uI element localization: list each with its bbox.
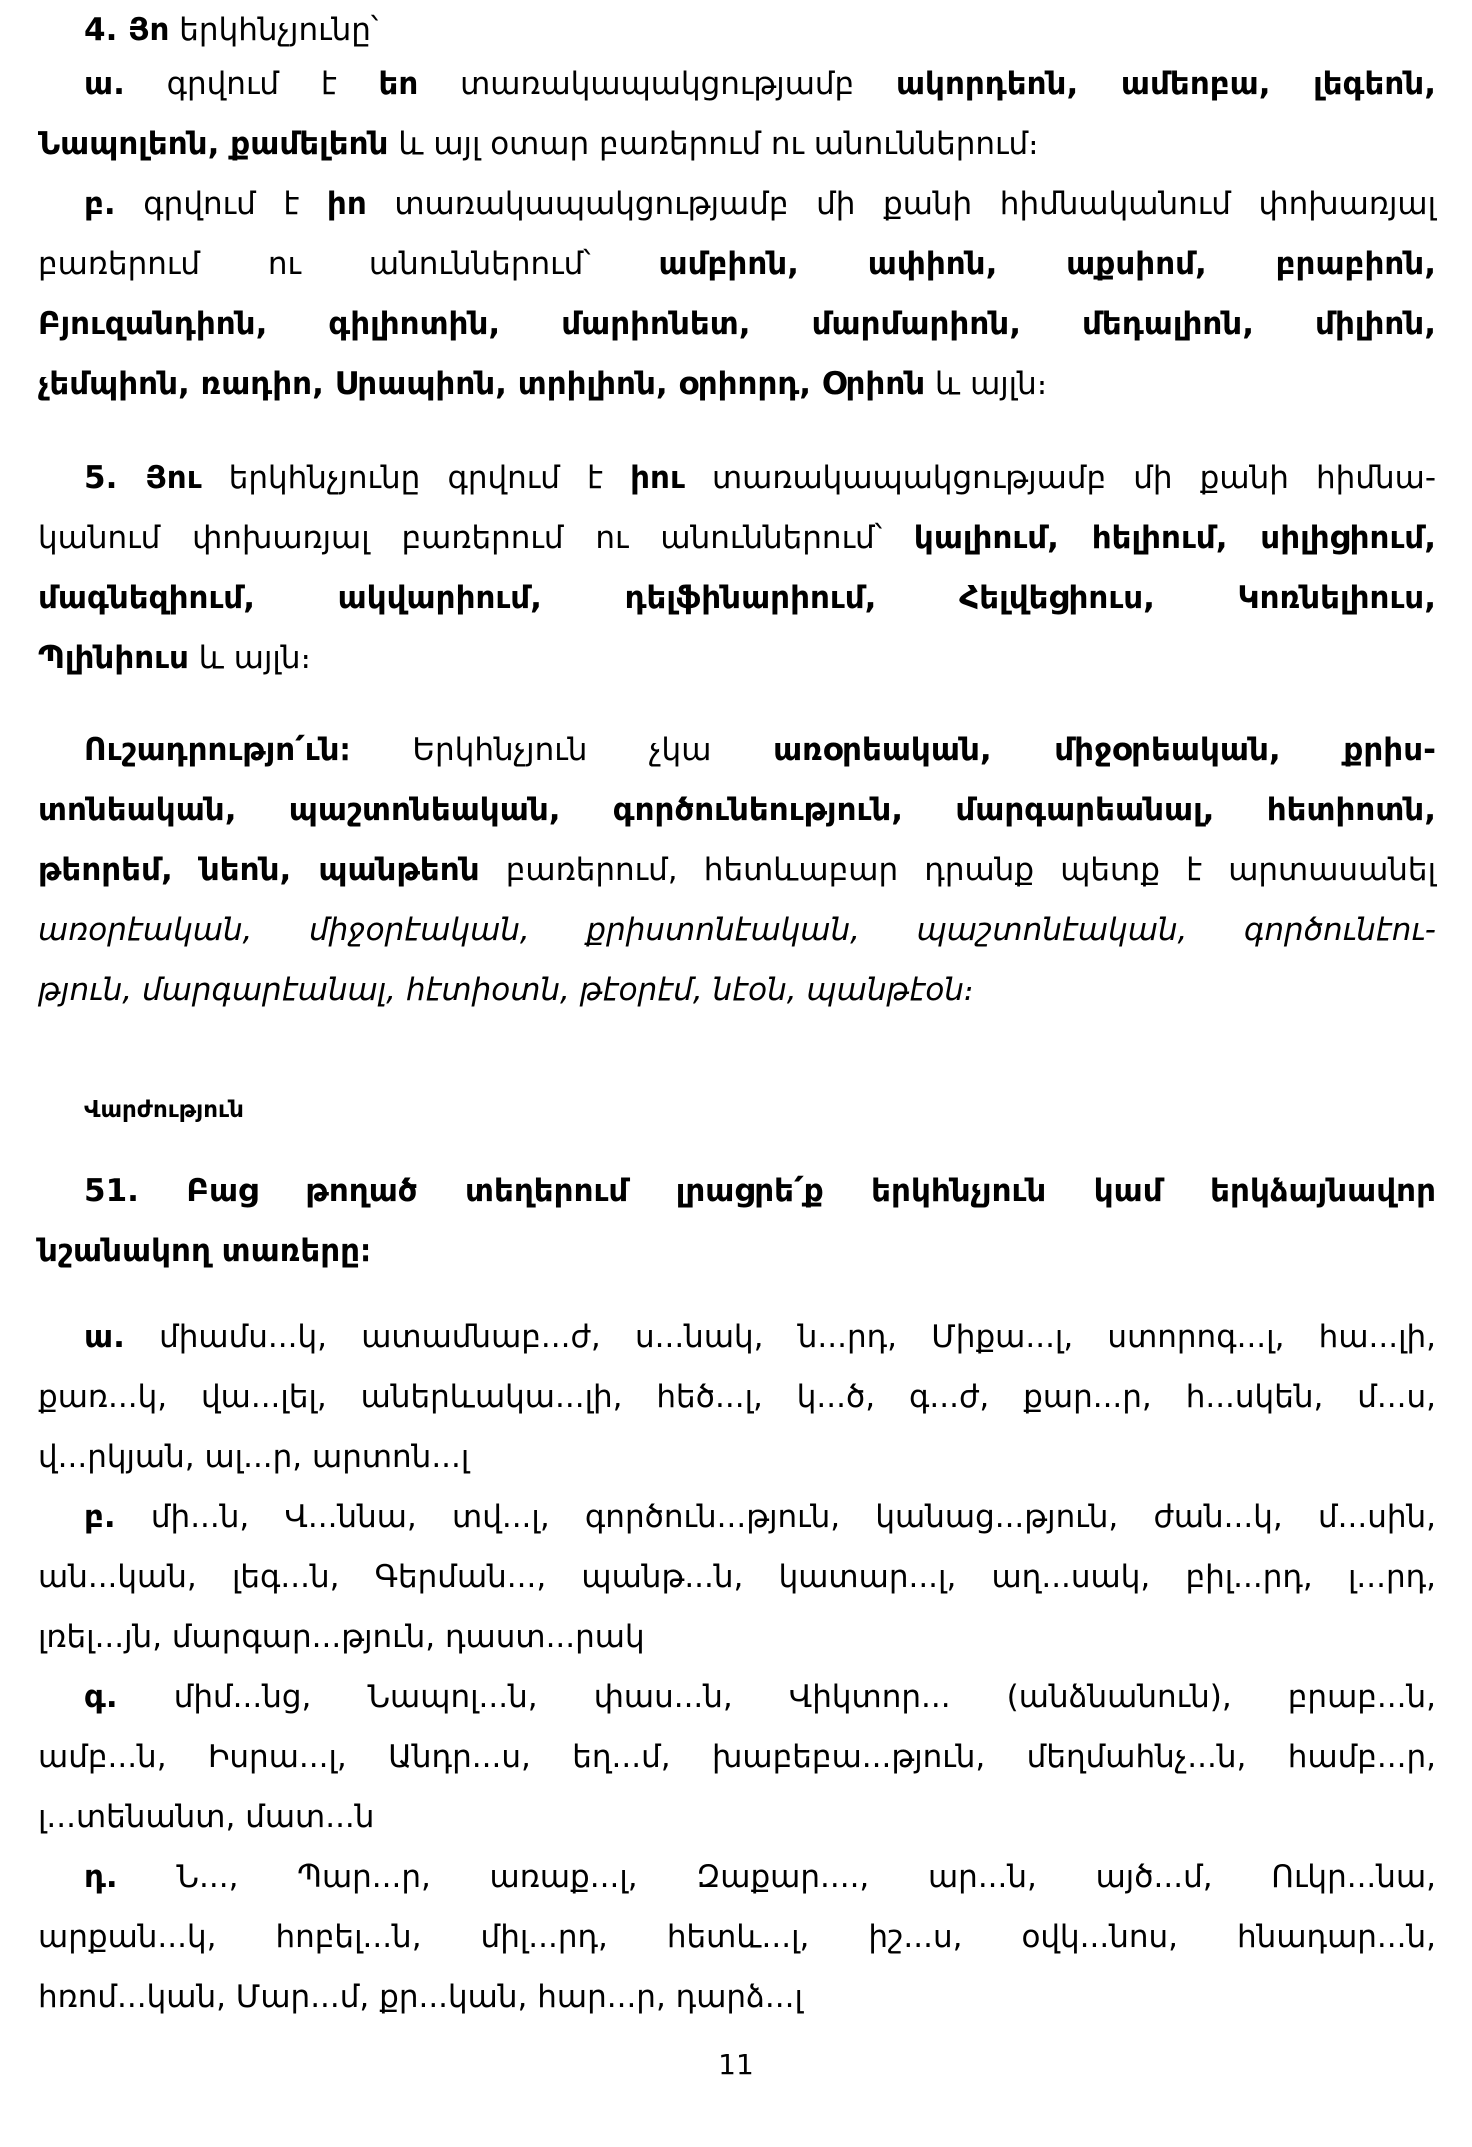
text-line xyxy=(38,114,1436,174)
bold-text: մագնեզիում, ակվարիում, դելֆինարիում, Հելվեցիուս, Կոռնելիուս, xyxy=(38,580,1436,616)
bold-text: 5. Յու xyxy=(84,460,202,496)
text-line xyxy=(38,628,1436,688)
plain-text: և այլ օտար բառերում ու անուններում։ xyxy=(388,126,1039,162)
exercise-section-label xyxy=(38,1090,1436,1130)
plain-text: մի...ն, Վ...ննա, տվ...լ, գործուն...թյուն, կանաց...թյուն, ժան...կ, մ...սին, xyxy=(115,1499,1436,1535)
plain-text: գրվում է xyxy=(124,66,379,102)
bold-text: բ. xyxy=(84,186,116,222)
exercise-51-a xyxy=(38,1307,1436,1487)
plain-text: հռոմ...կան, Մար...մ, քր...կան, հար...ր, դարձ...լ xyxy=(38,1979,803,2015)
text-line xyxy=(38,0,1436,60)
exercise-51-b xyxy=(38,1487,1436,1667)
plain-text: և այլն։ xyxy=(925,366,1048,402)
attention-note xyxy=(38,720,1436,1020)
text-line xyxy=(38,1667,1436,1727)
page-number: 11 xyxy=(718,2048,754,2081)
text-line xyxy=(38,900,1436,960)
plain-text: վ...րկյան, ալ...ր, արտոն...լ xyxy=(38,1439,470,1475)
plain-text: լռել...յն, մարգար...թյուն, դաստ...րակ xyxy=(38,1619,645,1655)
text-line xyxy=(38,294,1436,354)
bold-text: բ. xyxy=(84,1499,116,1535)
bold-text: եո xyxy=(378,66,419,102)
text-line xyxy=(38,1847,1436,1907)
text-line xyxy=(38,1221,1436,1281)
text-line xyxy=(38,1367,1436,1427)
rule-4-heading xyxy=(38,0,1436,60)
text-line xyxy=(38,1427,1436,1487)
bold-text: 51. Բաց թողած տեղերում լրացրե՛ք երկհնչյուն կամ երկձայնավոր xyxy=(84,1173,1436,1209)
text-line xyxy=(38,174,1436,234)
bold-text: Բյուզանդիոն, գիլիոտին, մարիոնետ, մարմարիոն, մեդալիոն, միլիոն, xyxy=(38,306,1436,342)
bold-text: Ուշադրությո՛ւն։ xyxy=(84,732,351,768)
bold-text: Վարժություն xyxy=(84,1097,244,1123)
bold-text: գ. xyxy=(84,1679,118,1715)
text-line xyxy=(38,568,1436,628)
text-line xyxy=(38,448,1436,508)
text-line xyxy=(38,54,1436,114)
italic-pronunciation: թյուն, մարգարէանալ, հէտիօտն, թէօրէմ, նէօն, պանթէօն։ xyxy=(38,972,975,1008)
plain-text: միմ...նց, Նապոլ...ն, փաս...ն, Վիկտոր... (անձնանուն), բրաբ...ն, xyxy=(117,1679,1436,1715)
text-line xyxy=(38,1607,1436,1667)
bold-text: նշանակող տառերը։ xyxy=(38,1233,372,1269)
plain-text: լ...տենանտ, մատ...ն xyxy=(38,1799,375,1835)
plain-text: ան...կան, լեգ...ն, Գերման..., պանթ...ն, կատար...լ, աղ...սակ, բիլ...րդ, լ...րդ, xyxy=(38,1559,1436,1595)
bold-text: իո xyxy=(326,186,367,222)
text-line xyxy=(38,960,1436,1020)
text-line xyxy=(38,1787,1436,1847)
text-line xyxy=(38,354,1436,414)
plain-text: քառ...կ, վա...լել, աներևակա...լի, հեծ...լ, կ...ծ, գ...ժ, քար...ր, հ...սկեն, մ...ս, xyxy=(38,1379,1436,1415)
plain-text: ամբ...ն, Իսրա...լ, Անդր...ս, եղ...մ, խաբեբա...թյուն, մեղմահնչ...ն, համբ...ր, xyxy=(38,1739,1436,1775)
plain-text: երկհնչյունը գրվում է xyxy=(201,460,631,496)
plain-text: կանում փոխառյալ բառերում ու անուններում՝ xyxy=(38,520,914,556)
bold-text: ա. xyxy=(84,66,125,102)
italic-pronunciation: առօրէական, միջօրէական, քրիստոնէական, պաշտոնէական, գործունէու- xyxy=(38,912,1436,948)
plain-text: բառերում, հետևաբար դրանք պետք է արտասանել xyxy=(479,852,1436,888)
text-line xyxy=(38,1161,1436,1221)
bold-text: Պլինիուս xyxy=(38,640,189,676)
plain-text: Ն..., Պար...ր, առաք...լ, Զաքար...., ար...ն, այծ...մ, Ուկր...նա, xyxy=(117,1859,1436,1895)
text-line xyxy=(38,1907,1436,1967)
text-line xyxy=(38,234,1436,294)
text-line xyxy=(38,1547,1436,1607)
bold-text: ամբիոն, ափիոն, աքսիոմ, բրաբիոն, xyxy=(658,246,1436,282)
plain-text: և այլն։ xyxy=(188,640,311,676)
text-line xyxy=(38,1967,1436,2027)
plain-text: արքան...կ, հոբել...ն, միլ...րդ, հետև...լ, իշ...ս, օվկ...նոս, հնադար...ն, xyxy=(38,1919,1436,1955)
plain-text: բառերում ու անուններում՝ xyxy=(38,246,659,282)
exercise-51-title xyxy=(38,1161,1436,1281)
text-line xyxy=(38,1727,1436,1787)
text-line xyxy=(38,840,1436,900)
plain-text: երկհնչյունը՝ xyxy=(169,12,379,48)
bold-text: չեմպիոն, ռադիո, Սրապիոն, տրիլիոն, օրիորդ, Օրիոն xyxy=(38,366,926,402)
text-line xyxy=(38,508,1436,568)
rule-5 xyxy=(38,448,1436,688)
text-line xyxy=(38,1307,1436,1367)
plain-text: տառակապակցությամբ xyxy=(418,66,896,102)
exercise-51-d xyxy=(38,1847,1436,2027)
plain-text: տառակապակցությամբ մի քանի հիմնա- xyxy=(684,460,1437,496)
bold-text: թեորեմ, նեոն, պանթեոն xyxy=(38,852,480,888)
bold-text: իու xyxy=(630,460,685,496)
plain-text: միամս...կ, ատամնաբ...ժ, ս...նակ, ն...րդ, Միքա...լ, ստորոգ...լ, հա...լի, xyxy=(124,1319,1436,1355)
bold-text: առօրեական, միջօրեական, քրիս- xyxy=(773,732,1436,768)
bold-text: տոնեական, պաշտոնեական, գործունեություն, մարգարեանալ, հետիոտն, xyxy=(38,792,1436,828)
text-line xyxy=(38,1090,1436,1130)
bold-text: դ. xyxy=(84,1859,118,1895)
rule-4a xyxy=(38,54,1436,174)
bold-text: ակորդեոն, ամեոբա, լեգեոն, xyxy=(895,66,1436,102)
bold-text: 4. Յո xyxy=(84,12,170,48)
text-line xyxy=(38,780,1436,840)
plain-text: գրվում է xyxy=(115,186,327,222)
plain-text: տառակապակցությամբ մի քանի հիմնականում փոխառյալ xyxy=(366,186,1437,222)
exercise-51-c xyxy=(38,1667,1436,1847)
bold-text: ա. xyxy=(84,1319,125,1355)
bold-text: Նապոլեոն, քամելեոն xyxy=(38,126,389,162)
text-line xyxy=(38,720,1436,780)
bold-text: կալիում, հելիում, սիլիցիում, xyxy=(913,520,1436,556)
plain-text: Երկհնչյուն չկա xyxy=(350,732,774,768)
rule-4b xyxy=(38,174,1436,414)
text-line xyxy=(38,1487,1436,1547)
